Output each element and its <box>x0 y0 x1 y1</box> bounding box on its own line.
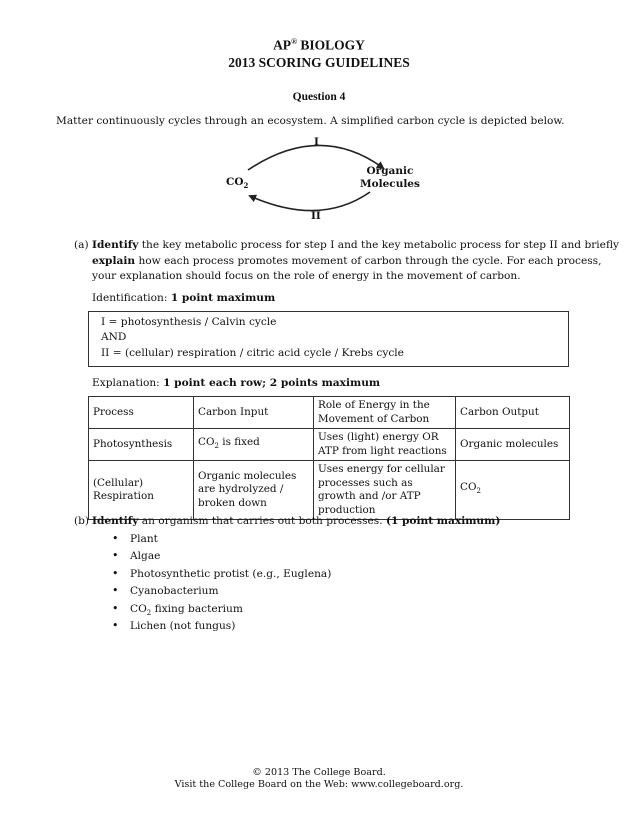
table-row <box>89 429 570 461</box>
table-header-row <box>89 397 570 429</box>
table-cell: $CO_2$ <box>456 461 570 520</box>
title-subject: BIOLOGY <box>297 37 365 53</box>
answer-line: AND <box>101 331 127 344</box>
table-cell: Role of Energy in the Movement of Carbon <box>314 397 456 429</box>
part-b-marker: (b) <box>74 515 90 527</box>
answer-line: I = photosynthesis / Calvin cycle <box>101 316 277 328</box>
title-ap: AP <box>273 37 292 53</box>
copyright-text: © 2013 The College Board. <box>252 767 386 778</box>
table-cell: Carbon Output <box>456 397 570 429</box>
list-item: • Cyanobacterium <box>112 585 331 602</box>
explanation-heading: Explanation: 1 point each row; 2 points maximum <box>92 377 381 389</box>
table-row <box>89 461 570 520</box>
page-title <box>0 37 638 54</box>
list-item: • Algae <box>112 550 331 567</box>
part-a-prompt: Identify the key metabolic process for step I and the key metabolic process for step II and briefly explain how each process promotes movement of carbon through the cycle. For each process, your explanation should focus on the role of energy in the movement of carbon. <box>92 239 620 282</box>
table-cell: $CO_2$ is fixed <box>194 429 314 461</box>
organism-list <box>112 533 331 637</box>
answer-line: II = (cellular) respiration / citric acid cycle / Krebs cycle <box>101 346 404 359</box>
list-item: • $CO_2$ fixing bacterium <box>112 603 331 620</box>
table-cell: (Cellular) Respiration <box>89 461 194 520</box>
organic-molecules-label: Organic Molecules <box>360 165 420 190</box>
page-footer <box>0 767 638 791</box>
lower-arrow <box>250 192 370 211</box>
step-one-label: I <box>314 136 319 148</box>
table-cell: Photosynthesis <box>89 429 194 461</box>
page-subtitle: 2013 SCORING GUIDELINES <box>228 55 410 70</box>
list-item: • Plant <box>112 533 331 550</box>
table-cell: Carbon Input <box>194 397 314 429</box>
table-cell: Organic molecules <box>456 429 570 461</box>
footer-website-text: Visit the College Board on the Web: www.collegeboard.org. <box>174 779 464 790</box>
part-a-marker: (a) <box>74 239 89 251</box>
identification-box <box>88 311 569 367</box>
identification-heading: Identification: 1 point maximum <box>92 292 276 304</box>
table-cell: Uses (light) energy OR ATP from light reactions <box>314 429 456 461</box>
explanation-table <box>88 396 570 520</box>
list-item: • Photosynthetic protist (e.g., Euglena) <box>112 568 331 585</box>
intro-text: Matter continuously cycles through an ecosystem. A simplified carbon cycle is depicted below. <box>56 115 565 127</box>
co2-label: $CO_2$ <box>226 176 249 191</box>
question-number: Question 4 <box>292 91 346 103</box>
step-two-label: II <box>311 210 321 222</box>
part-b-prompt: Identify an organism that carries out both processes. (1 point maximum) <box>92 515 501 527</box>
table-cell: Process <box>89 397 194 429</box>
list-item: • Lichen (not fungus) <box>112 620 331 637</box>
registered-mark: ® <box>291 37 298 46</box>
table-cell: Organic molecules are hydrolyzed / broken down <box>194 461 314 520</box>
table-cell: Uses energy for cellular processes such as growth and /or ATP production <box>314 461 456 520</box>
